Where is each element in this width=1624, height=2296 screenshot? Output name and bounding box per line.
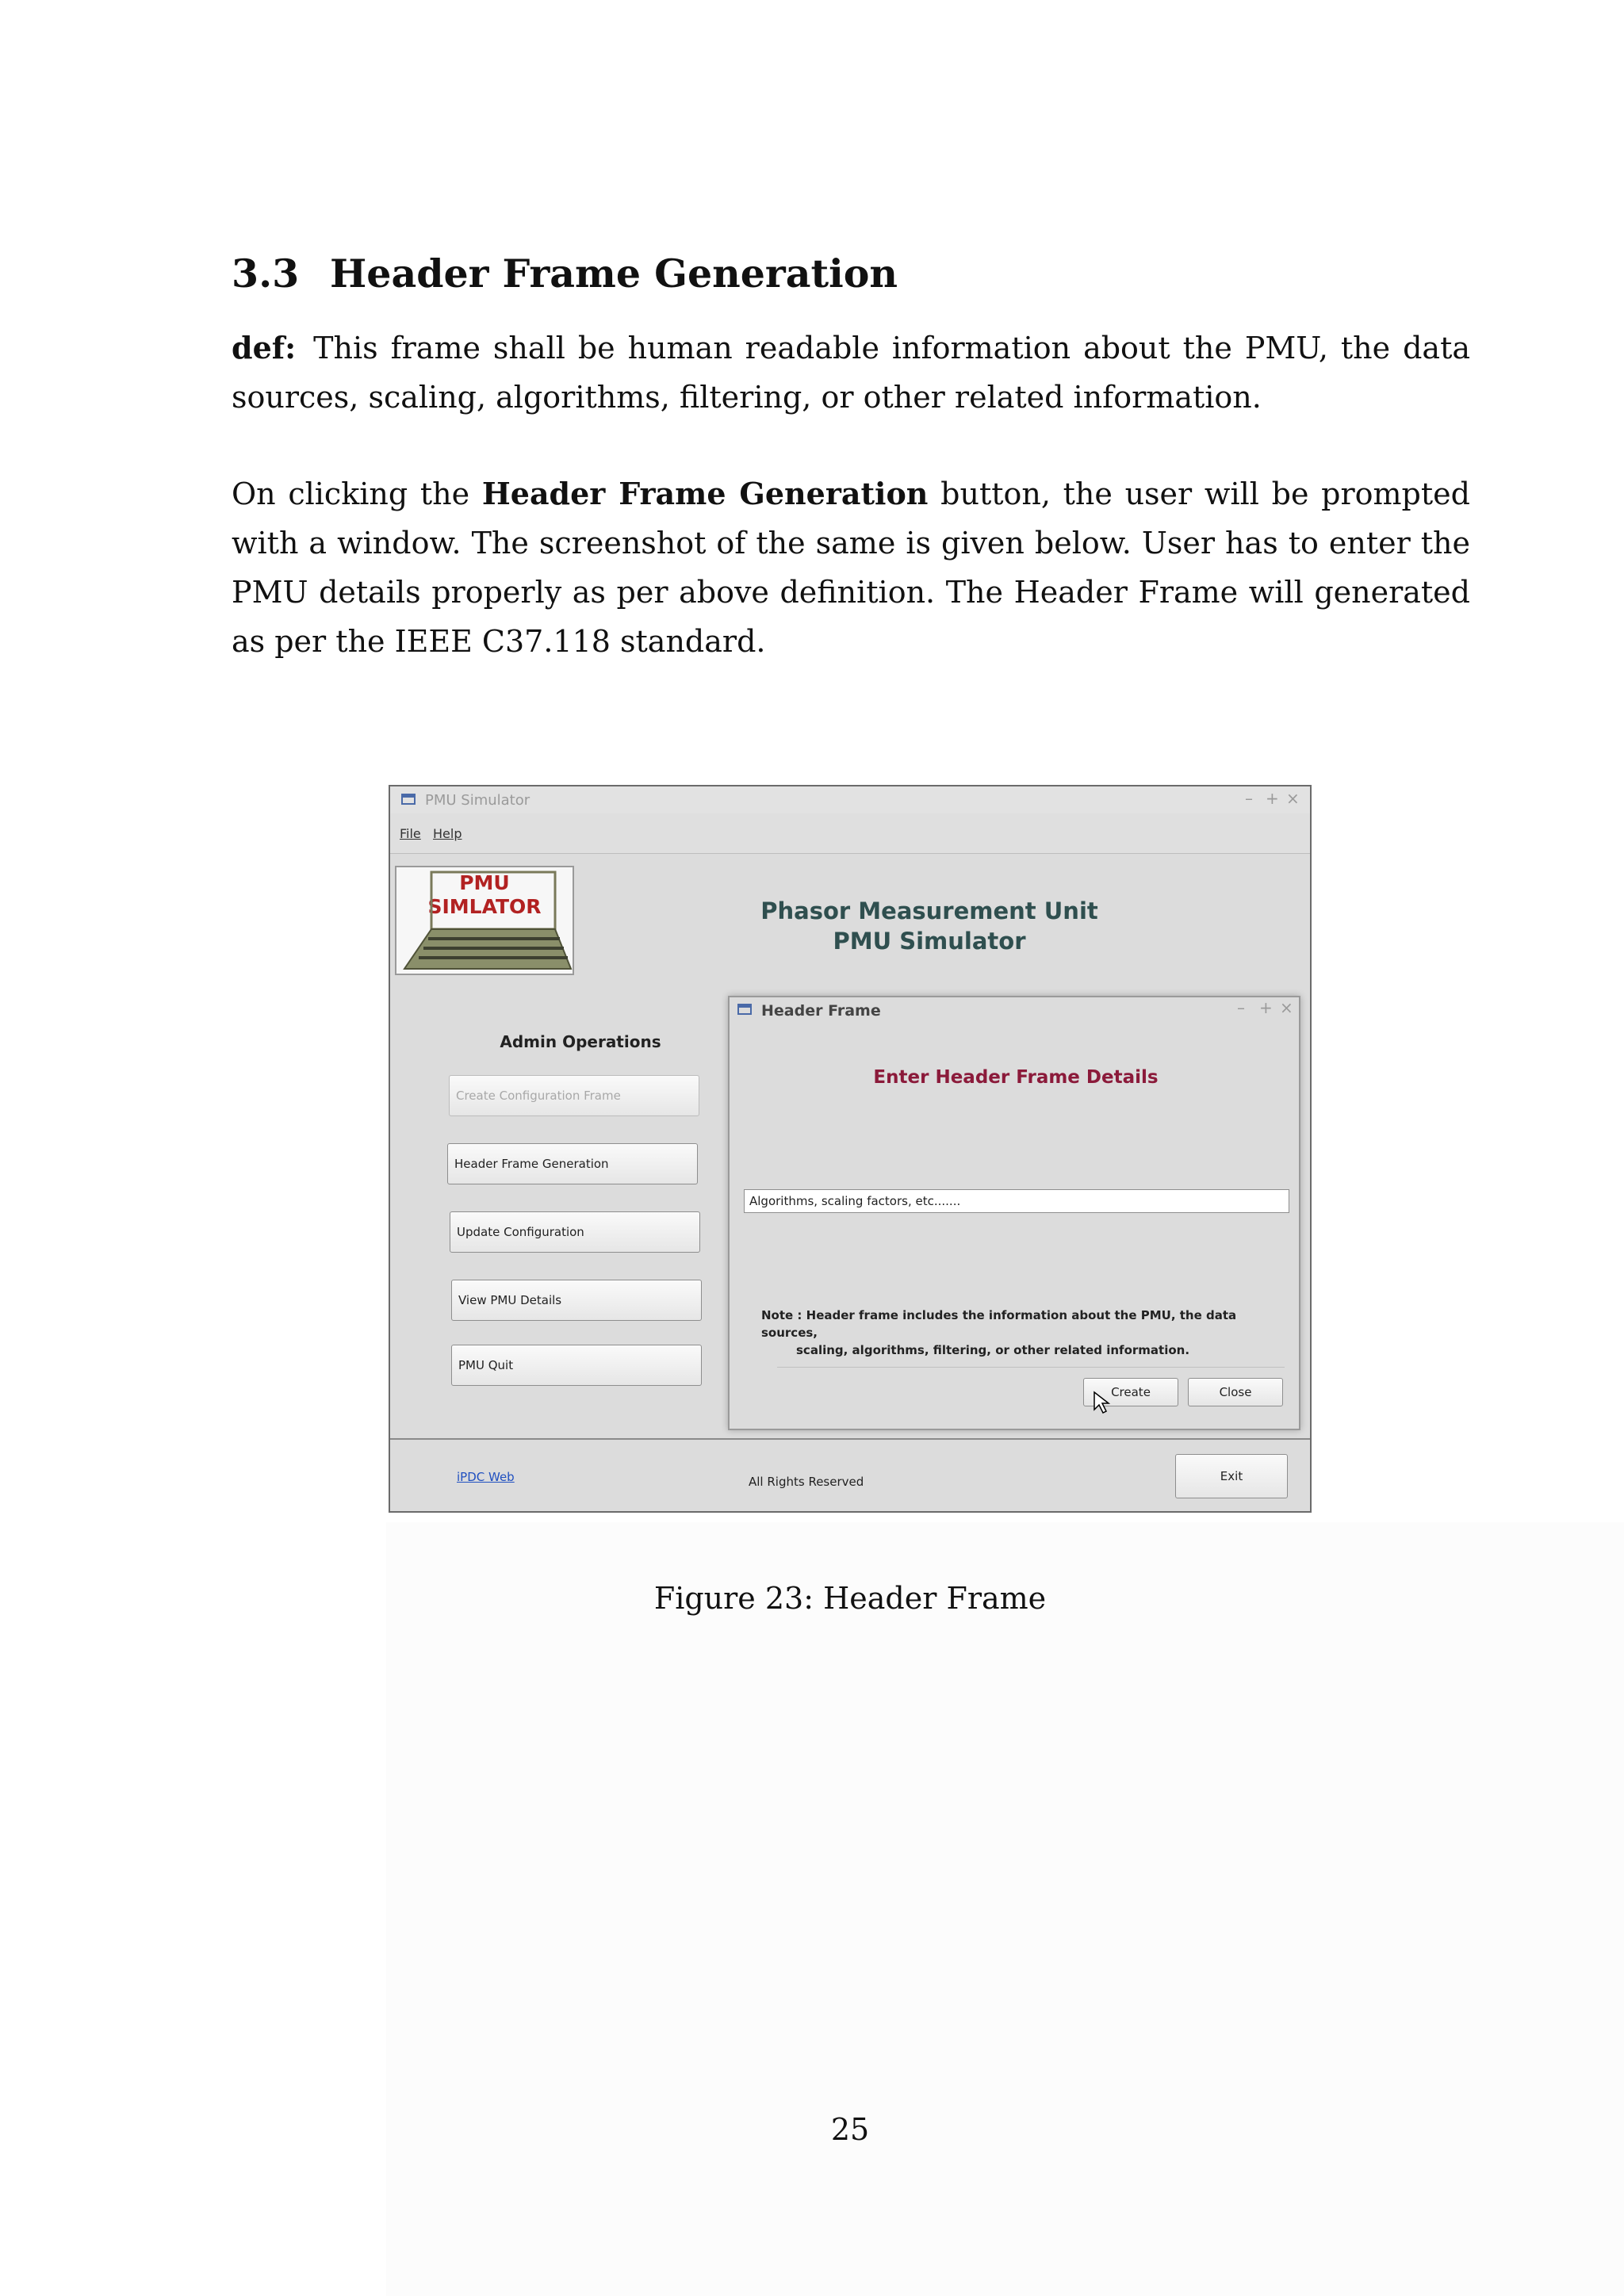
definition-label: def: bbox=[232, 330, 297, 365]
header-frame-dialog bbox=[728, 996, 1300, 1430]
dialog-close-icon[interactable]: × bbox=[1280, 998, 1293, 1017]
menu-help[interactable]: Help bbox=[433, 826, 462, 841]
note-line2: scaling, algorithms, filtering, or other related information. bbox=[796, 1343, 1190, 1357]
paragraph-bold: Header Frame Generation bbox=[481, 476, 929, 511]
menubar bbox=[390, 813, 1310, 854]
footer-divider bbox=[390, 1438, 1310, 1440]
header-details-input[interactable] bbox=[744, 1189, 1289, 1213]
paragraph-part1: On clicking the bbox=[232, 476, 470, 511]
pmu-simulator-logo bbox=[395, 866, 574, 975]
pmu-simulator-screenshot bbox=[389, 785, 1312, 1513]
page-number: 25 bbox=[830, 2112, 870, 2147]
definition-paragraph bbox=[232, 323, 1470, 422]
close-button[interactable]: Close bbox=[1188, 1378, 1283, 1406]
paragraph-part2: button, the user will be prompted with a window. The screenshot of the same is given below. User has to enter the PMU details properly as per above definition. The Header Frame will generated as per the IEEE C37.118 standard. bbox=[232, 476, 1470, 659]
dialog-divider bbox=[777, 1367, 1285, 1368]
section-heading bbox=[232, 251, 898, 297]
create-button[interactable]: Create bbox=[1083, 1378, 1178, 1406]
laptop-icon bbox=[396, 867, 573, 974]
note-line1: Note : Header frame includes the information about the PMU, the data sources, bbox=[761, 1308, 1237, 1340]
mouse-cursor-icon bbox=[1093, 1391, 1110, 1414]
close-icon[interactable]: × bbox=[1286, 789, 1300, 808]
window-title: PMU Simulator bbox=[425, 792, 530, 809]
dialog-window-icon bbox=[737, 1004, 752, 1015]
rights-text: All Rights Reserved bbox=[749, 1475, 864, 1489]
dialog-note bbox=[761, 1307, 1285, 1359]
window-icon bbox=[401, 794, 416, 805]
ipdc-web-link[interactable]: iPDC Web bbox=[457, 1470, 515, 1484]
dialog-minimize-icon[interactable]: – bbox=[1237, 998, 1245, 1017]
section-number: 3.3 bbox=[232, 251, 300, 297]
dialog-maximize-icon[interactable]: + bbox=[1259, 998, 1273, 1017]
main-title bbox=[747, 896, 1112, 956]
minimize-icon[interactable]: – bbox=[1245, 789, 1253, 808]
header-frame-generation-button[interactable]: Header Frame Generation bbox=[447, 1143, 698, 1184]
create-configuration-frame-button[interactable]: Create Configuration Frame bbox=[449, 1075, 699, 1116]
figure-caption: Figure 23: Header Frame bbox=[653, 1581, 1047, 1616]
section-title: Header Frame Generation bbox=[330, 251, 898, 297]
dialog-heading: Enter Header Frame Details bbox=[873, 1067, 1159, 1088]
main-title-line2: PMU Simulator bbox=[833, 928, 1026, 955]
window-titlebar bbox=[390, 786, 1310, 813]
maximize-icon[interactable]: + bbox=[1266, 789, 1279, 808]
view-pmu-details-button[interactable]: View PMU Details bbox=[451, 1280, 702, 1321]
admin-operations-title: Admin Operations bbox=[500, 1032, 661, 1051]
menu-file[interactable]: File bbox=[400, 826, 421, 841]
dialog-title: Header Frame bbox=[761, 1002, 881, 1020]
logo-text-line2: SIMLATOR bbox=[427, 895, 542, 918]
pmu-quit-button[interactable]: PMU Quit bbox=[451, 1345, 702, 1386]
instruction-paragraph bbox=[232, 469, 1470, 666]
page-shade bbox=[386, 1522, 1624, 2296]
exit-button[interactable]: Exit bbox=[1175, 1454, 1288, 1498]
main-title-line1: Phasor Measurement Unit bbox=[760, 897, 1098, 924]
update-configuration-button[interactable]: Update Configuration bbox=[450, 1211, 700, 1253]
logo-text-line1: PMU bbox=[459, 871, 510, 894]
definition-text: This frame shall be human readable information about the PMU, the data sources, scaling, algorithms, filtering, or other related information. bbox=[232, 331, 1470, 415]
